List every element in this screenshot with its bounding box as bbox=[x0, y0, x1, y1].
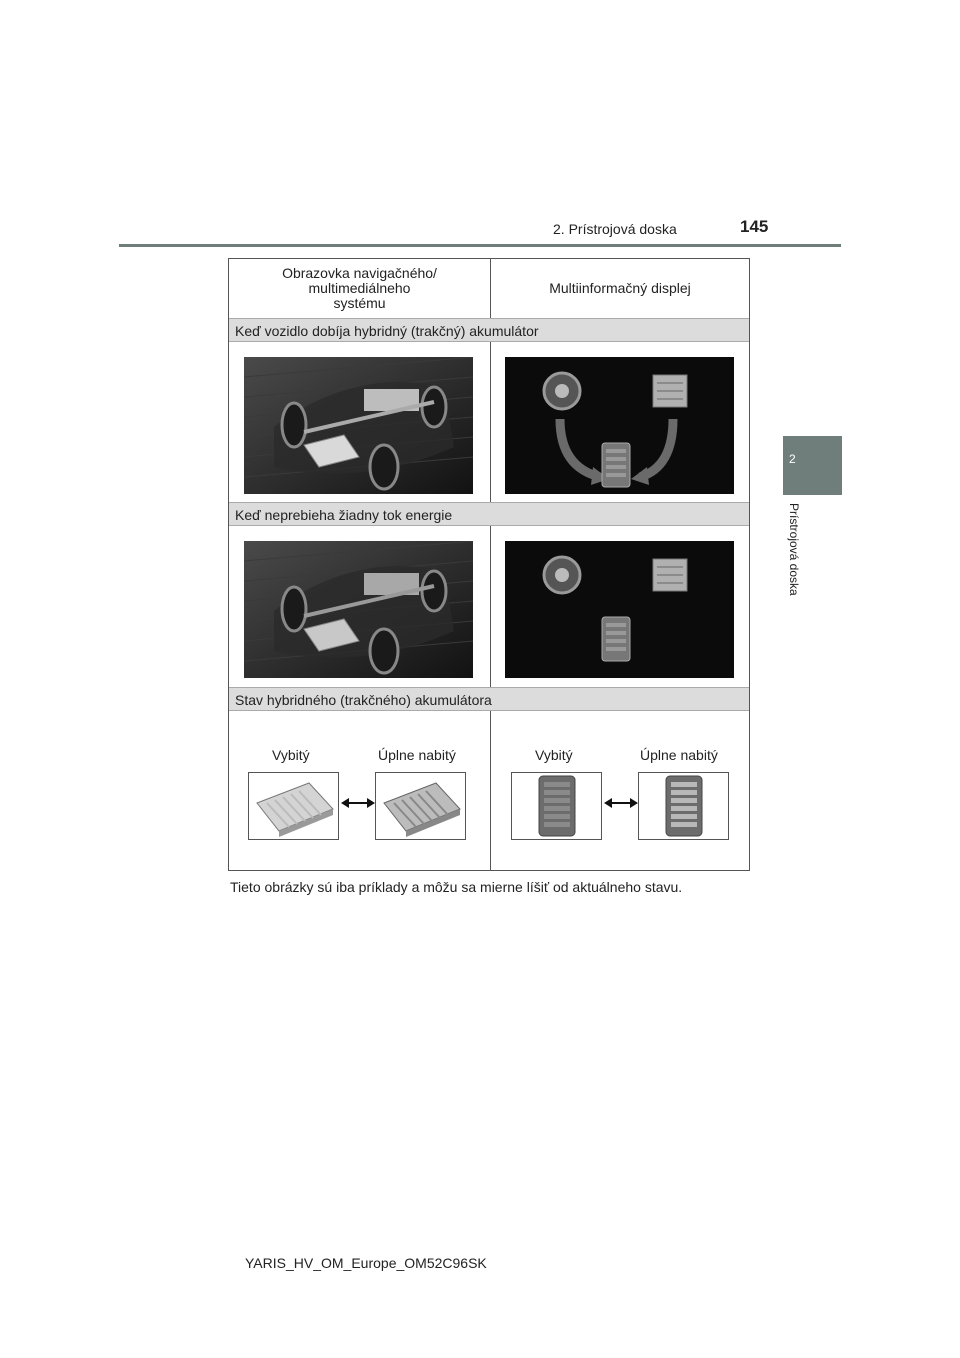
footer-doc-id: YARIS_HV_OM_Europe_OM52C96SK bbox=[245, 1255, 487, 1271]
col2-header: Multiinformačný displej bbox=[549, 280, 691, 296]
mid-display-charging-image bbox=[505, 357, 734, 494]
column-divider bbox=[490, 259, 491, 870]
double-arrow-icon bbox=[341, 796, 375, 810]
mid-battery-full-image bbox=[638, 772, 729, 840]
section-title: 2. Prístrojová doska bbox=[553, 221, 677, 237]
mid-empty-label: Vybitý bbox=[535, 747, 573, 763]
chapter-label: Prístrojová doska bbox=[787, 503, 801, 596]
nav-full-label: Úplne nabitý bbox=[378, 747, 456, 763]
col1-header-line: multimediálneho bbox=[308, 280, 411, 296]
row-no-flow-label: Keď neprebieha žiadny tok energie bbox=[229, 502, 749, 526]
table-caption: Tieto obrázky sú iba príklady a môžu sa mierne líšiť od aktuálneho stavu. bbox=[230, 879, 683, 895]
nav-screen-charging-image bbox=[244, 357, 473, 494]
col1-header bbox=[229, 259, 490, 318]
double-arrow-icon bbox=[604, 796, 638, 810]
display-table bbox=[228, 258, 750, 871]
chapter-tab bbox=[783, 436, 842, 495]
nav-empty-label: Vybitý bbox=[272, 747, 310, 763]
col1-header-line: Obrazovka navigačného/ bbox=[282, 265, 437, 281]
nav-battery-empty-image bbox=[248, 772, 339, 840]
header-rule bbox=[119, 244, 841, 247]
row-charging-label: Keď vozidlo dobíja hybridný (trakčný) akumulátor bbox=[229, 318, 749, 342]
nav-battery-full-image bbox=[375, 772, 466, 840]
col1-header-line: systému bbox=[333, 295, 386, 311]
chapter-number: 2 bbox=[789, 452, 796, 466]
row-battery-state-label: Stav hybridného (trakčného) akumulátora bbox=[229, 687, 749, 711]
mid-battery-empty-image bbox=[511, 772, 602, 840]
nav-screen-no-flow-image bbox=[244, 541, 473, 678]
page-number: 145 bbox=[740, 217, 769, 236]
mid-display-no-flow-image bbox=[505, 541, 734, 678]
mid-full-label: Úplne nabitý bbox=[640, 747, 718, 763]
